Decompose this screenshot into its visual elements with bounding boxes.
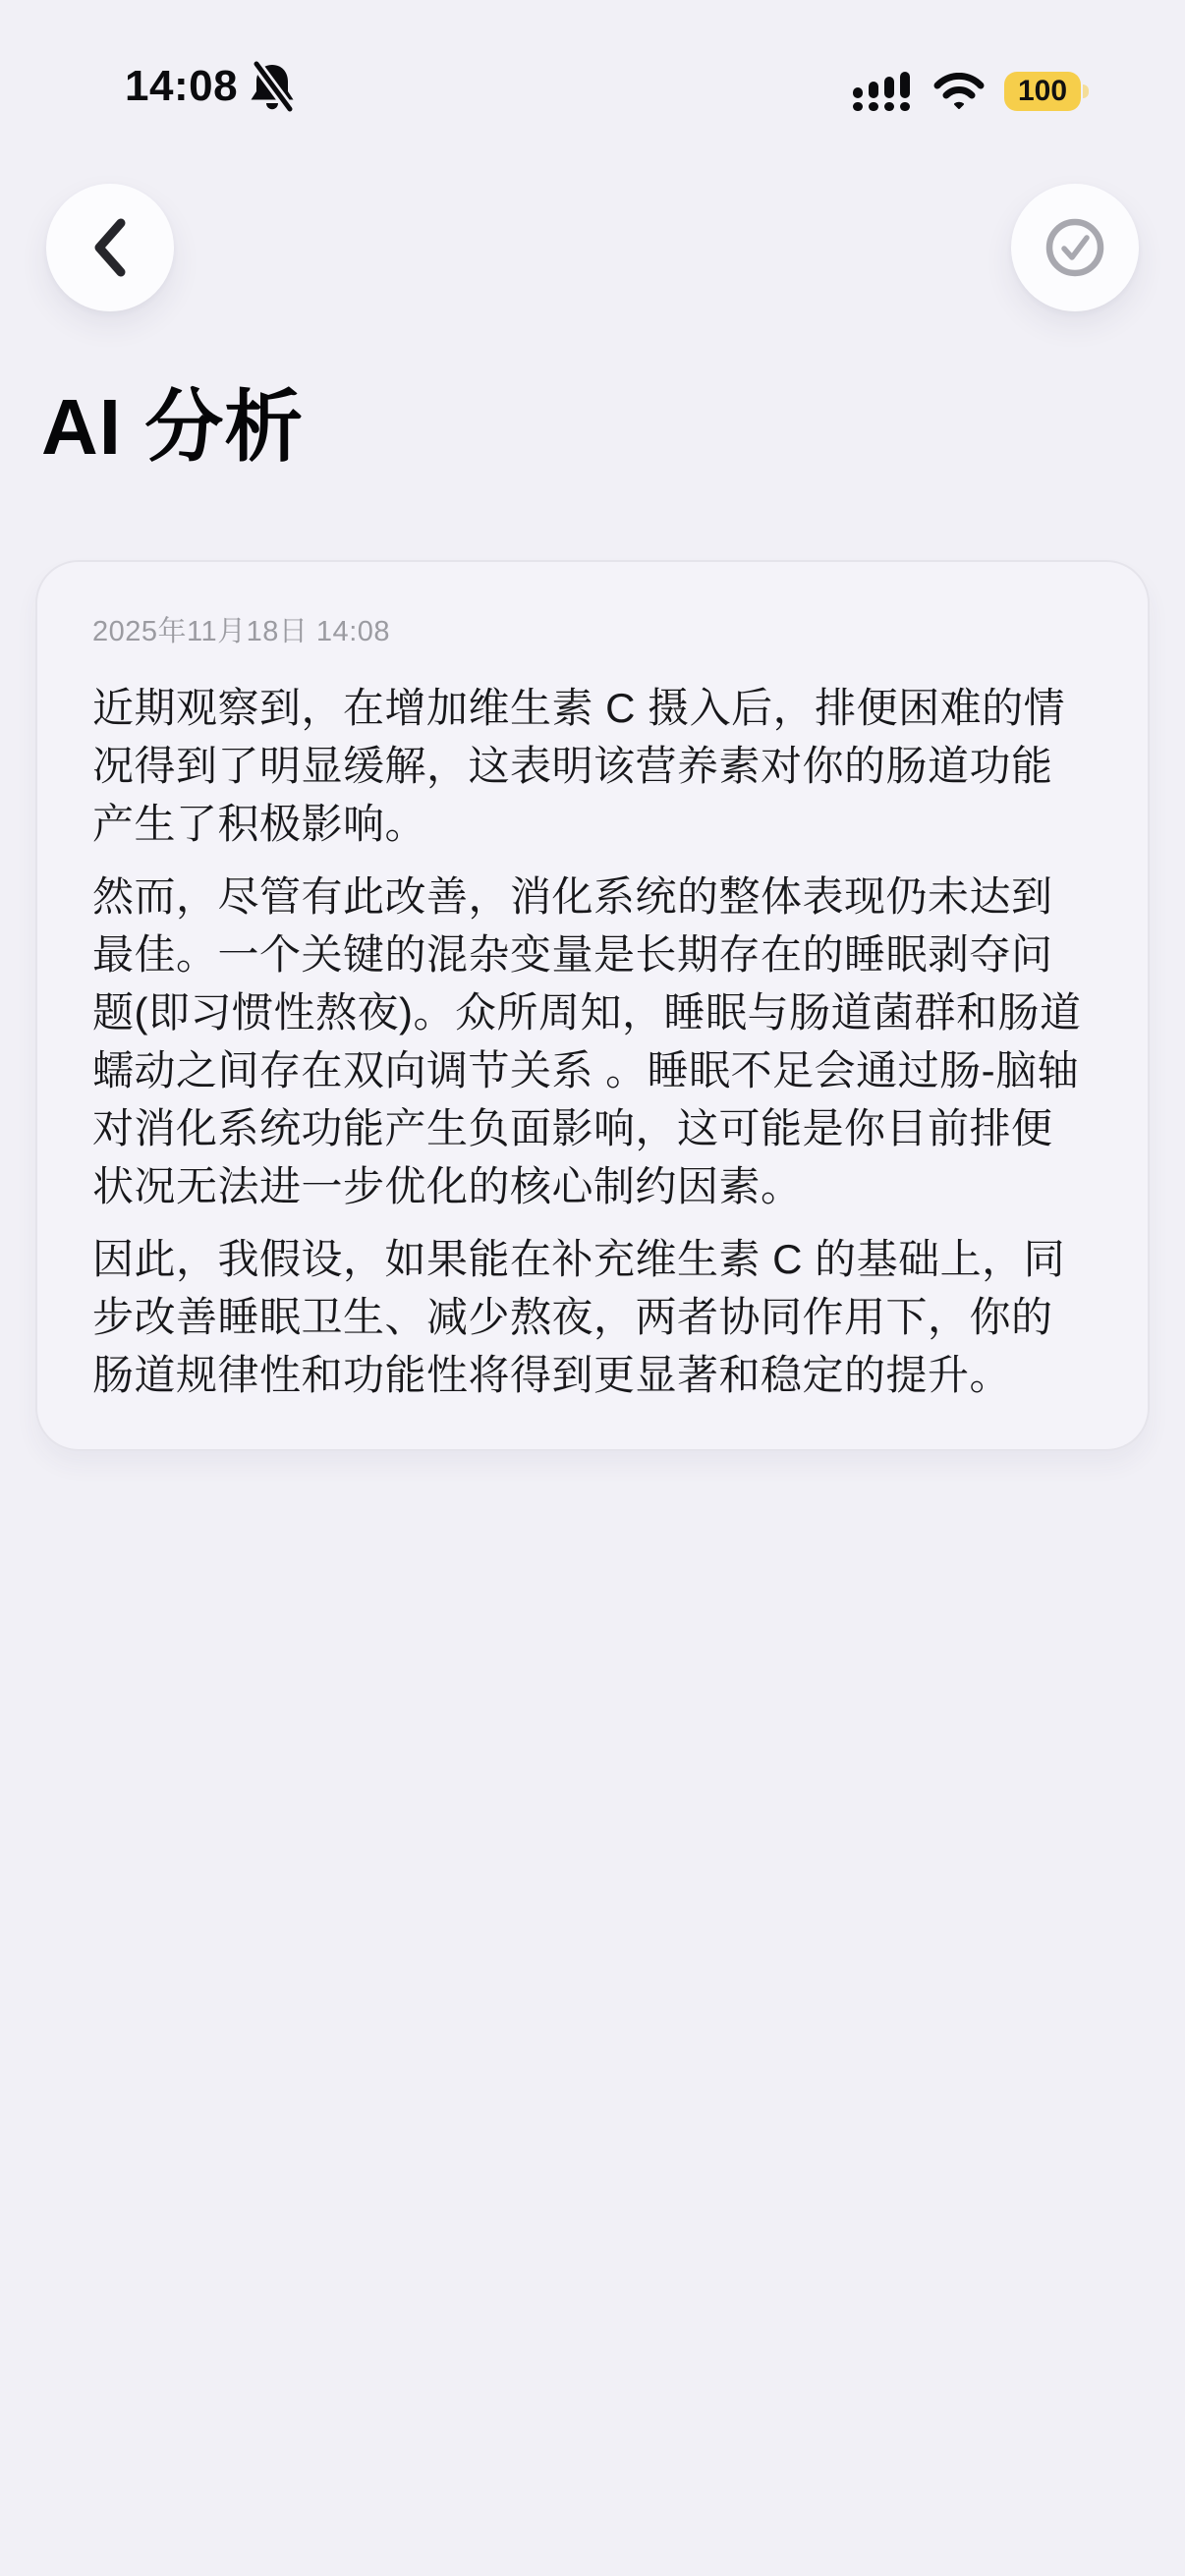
back-button[interactable] (46, 184, 174, 311)
battery-level: 100 (1017, 75, 1068, 107)
analysis-text (92, 679, 1093, 1404)
status-time: 14:08 (125, 62, 239, 110)
page-title: AI 分析 (41, 383, 305, 471)
status-bar-left (125, 59, 297, 114)
status-bar-right (853, 69, 1081, 114)
confirm-button[interactable] (1011, 184, 1139, 311)
chevron-left-icon (87, 215, 133, 280)
check-circle-icon (1044, 217, 1105, 278)
analysis-paragraph: 近期观察到，在增加维生素 C 摄入后，排便困难的情况得到了明显缓解，这表明该营养素对你的肠道功能产生了积极影响。 (92, 685, 1066, 847)
analysis-card (35, 560, 1150, 1451)
analysis-paragraph: 因此，我假设，如果能在补充维生素 C 的基础上，同步改善睡眠卫生、减少熬夜，两者协同作用下，你的肠道规律性和功能性将得到更显著和稳定的提升。 (92, 1236, 1066, 1398)
cellular-signal-icon (853, 72, 914, 111)
battery-nub (1083, 84, 1089, 98)
card-timestamp: 2025年11月18日 14:08 (92, 616, 391, 647)
battery-badge (1004, 72, 1081, 111)
analysis-paragraph: 然而，尽管有此改善，消化系统的整体表现仍未达到最佳。一个关键的混杂变量是长期存在的睡眠剥夺问题(即习惯性熬夜)。众所周知，睡眠与肠道菌群和肠道蠕动之间存在双向调节关系 。睡眠不足会通过肠-脑轴对消化系统功能产生负面影响，这可能是你目前排便状况无法进一步优化的核心制约因素。 (92, 873, 1082, 1209)
bell-slash-icon (248, 61, 297, 112)
wifi-icon (933, 73, 985, 110)
